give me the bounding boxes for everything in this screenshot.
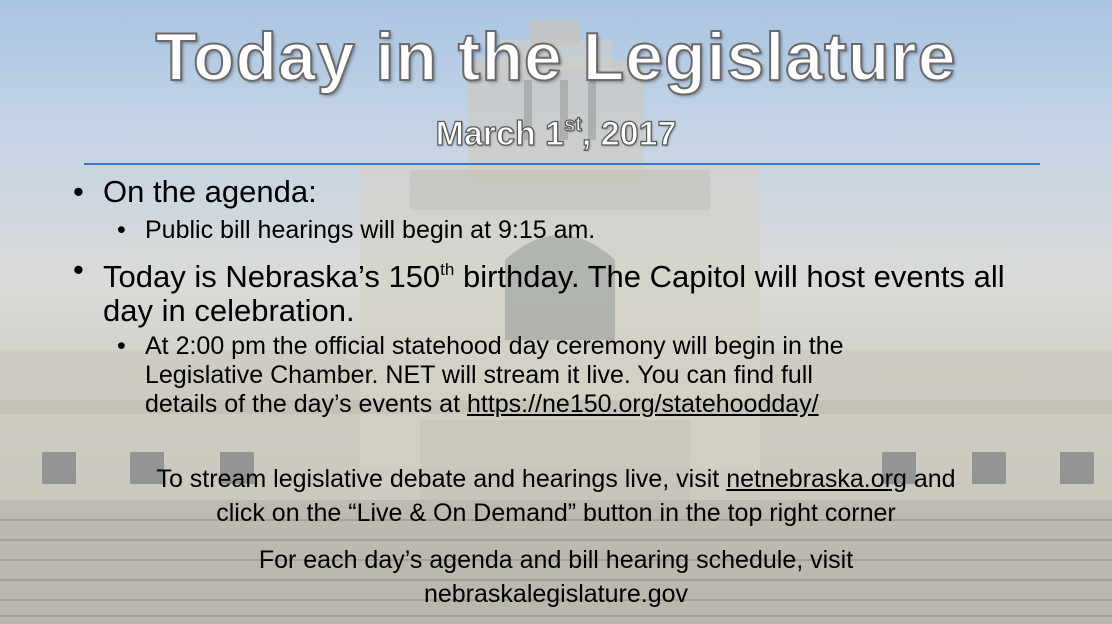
stream-note-text: To stream legislative debate and hearings live, visit xyxy=(156,465,727,493)
stream-note-text-end: and xyxy=(906,465,956,493)
stream-note-line1 xyxy=(0,463,1112,495)
agenda-note-line1: For each day’s agenda and bill hearing schedule, visit xyxy=(258,546,854,574)
netnebraska-link[interactable]: netnebraska.org xyxy=(726,465,907,493)
sub-bullet-hearings-text: Public bill hearings will begin at 9:15 am. xyxy=(145,216,596,244)
stream-note-line2: click on the “Live & On Demand” button in the top right corner xyxy=(216,499,896,527)
bullet-agenda xyxy=(73,174,317,209)
statehood-day-link[interactable]: https://ne150.org/statehoodday/ xyxy=(466,390,819,418)
bullet-icon: • xyxy=(73,252,84,287)
bullet-birthday xyxy=(73,252,1043,328)
sub-bullet-icon: • xyxy=(117,216,126,244)
sub-bullet-ceremony-line2: Legislative Chamber. NET will stream it live. You can find full xyxy=(145,361,813,389)
sub-bullet-ceremony-line3-text: details of the day’s events at xyxy=(145,390,467,418)
date-prefix: March 1 xyxy=(435,115,565,153)
agenda-note-line2: nebraskalegislature.gov xyxy=(423,580,689,608)
slide-title: Today in the Legislature xyxy=(155,19,957,95)
sub-bullet-ceremony-line1: At 2:00 pm the official statehood day ceremony will begin in the xyxy=(145,332,844,360)
date-ordinal-suffix: st xyxy=(564,114,582,136)
sub-bullet-icon: • xyxy=(117,332,126,360)
sub-bullet-ceremony xyxy=(117,332,844,419)
bullet-birthday-ordinal: th xyxy=(440,260,455,279)
date-suffix: , 2017 xyxy=(581,115,677,153)
bullet-icon: • xyxy=(73,174,84,209)
bullet-birthday-text-start: Today is Nebraska’s 150 xyxy=(103,259,441,294)
sub-bullet-ceremony-line3 xyxy=(145,390,844,419)
bullet-agenda-text: On the agenda: xyxy=(103,174,317,209)
sub-bullet-hearings xyxy=(117,216,596,245)
bullet-birthday-text-end: birthday. The Capitol will host events all day in celebration. xyxy=(103,259,1005,328)
